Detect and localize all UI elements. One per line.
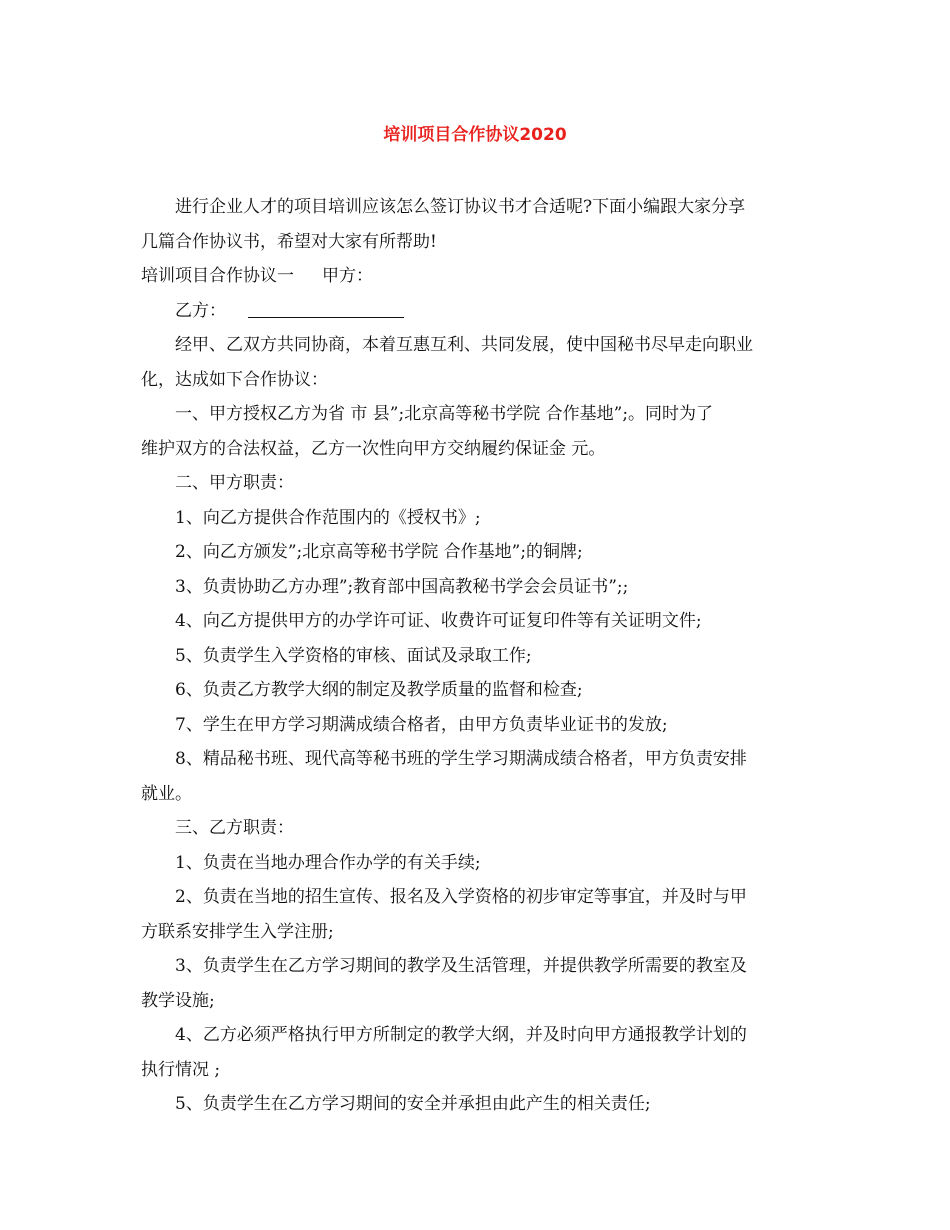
paragraph-line: 一、甲方授权乙方为省 市 县”;北京高等秘书学院 合作基地”;。同时为了 — [175, 404, 714, 424]
section-heading: 二、甲方职责： — [175, 473, 294, 493]
section-heading-line — [141, 259, 813, 294]
list-item: 7、学生在甲方学习期满成绩合格者，由甲方负责毕业证书的发放; — [175, 714, 668, 735]
agreement-heading: 培训项目合作协议一 — [141, 266, 294, 286]
list-item: 3、负责学生在乙方学习期间的教学及生活管理，并提供教学所需要的教室及 — [175, 956, 747, 976]
paragraph-line: 化，达成如下合作协议： — [141, 369, 328, 390]
list-item: 5、负责学生在乙方学习期间的安全并承担由此产生的相关责任; — [175, 1094, 651, 1114]
list-item: 6、负责乙方教学大纲的制定及教学质量的监督和检查; — [175, 680, 583, 700]
list-item-continued: 教学设施; — [141, 990, 215, 1011]
party-b-blank — [248, 299, 404, 318]
list-item: 4、向乙方提供甲方的办学许可证、收费许可证复印件等有关证明文件; — [175, 611, 702, 631]
party-a-label: 甲方： — [322, 266, 373, 286]
party-b-line — [141, 294, 813, 329]
list-item: 3、负责协助乙方办理”;教育部中国高教秘书学会会员证书”;; — [175, 576, 629, 597]
paragraph-line: 维护双方的合法权益，乙方一次性向甲方交纳履约保证金 元。 — [141, 438, 606, 459]
document-body — [141, 190, 813, 1122]
paragraph-line: 经甲、乙双方共同协商，本着互惠互利、共同发展，使中国秘书尽早走向职业 — [175, 335, 753, 355]
list-item: 5、负责学生入学资格的审核、面试及录取工作; — [175, 645, 532, 666]
list-item: 4、乙方必须严格执行甲方所制定的教学大纲，并及时向甲方通报教学计划的 — [175, 1025, 747, 1045]
list-item: 1、负责在当地办理合作办学的有关手续; — [175, 852, 481, 873]
list-item: 8、精品秘书班、现代高等秘书班的学生学习期满成绩合格者，甲方负责安排 — [175, 749, 747, 769]
list-item: 2、向乙方颁发”;北京高等秘书学院 合作基地”;的铜牌; — [175, 542, 583, 562]
list-item: 1、向乙方提供合作范围内的《授权书》; — [175, 507, 481, 528]
intro-line-2: 几篇合作协议书，希望对大家有所帮助! — [141, 231, 437, 252]
party-b-label: 乙方： — [175, 300, 226, 321]
list-item-continued: 执行情况 ; — [141, 1059, 221, 1080]
list-item-continued: 就业。 — [141, 783, 192, 804]
section-heading: 三、乙方职责： — [175, 818, 294, 838]
list-item: 2、负责在当地的招生宣传、报名及入学资格的初步审定等事宜，并及时与甲 — [175, 887, 747, 907]
document-title: 培训项目合作协议2020 — [383, 125, 567, 145]
intro-line-1: 进行企业人才的项目培训应该怎么签订协议书才合适呢?下面小编跟大家分享 — [175, 197, 746, 217]
list-item-continued: 方联系安排学生入学注册; — [141, 921, 334, 942]
